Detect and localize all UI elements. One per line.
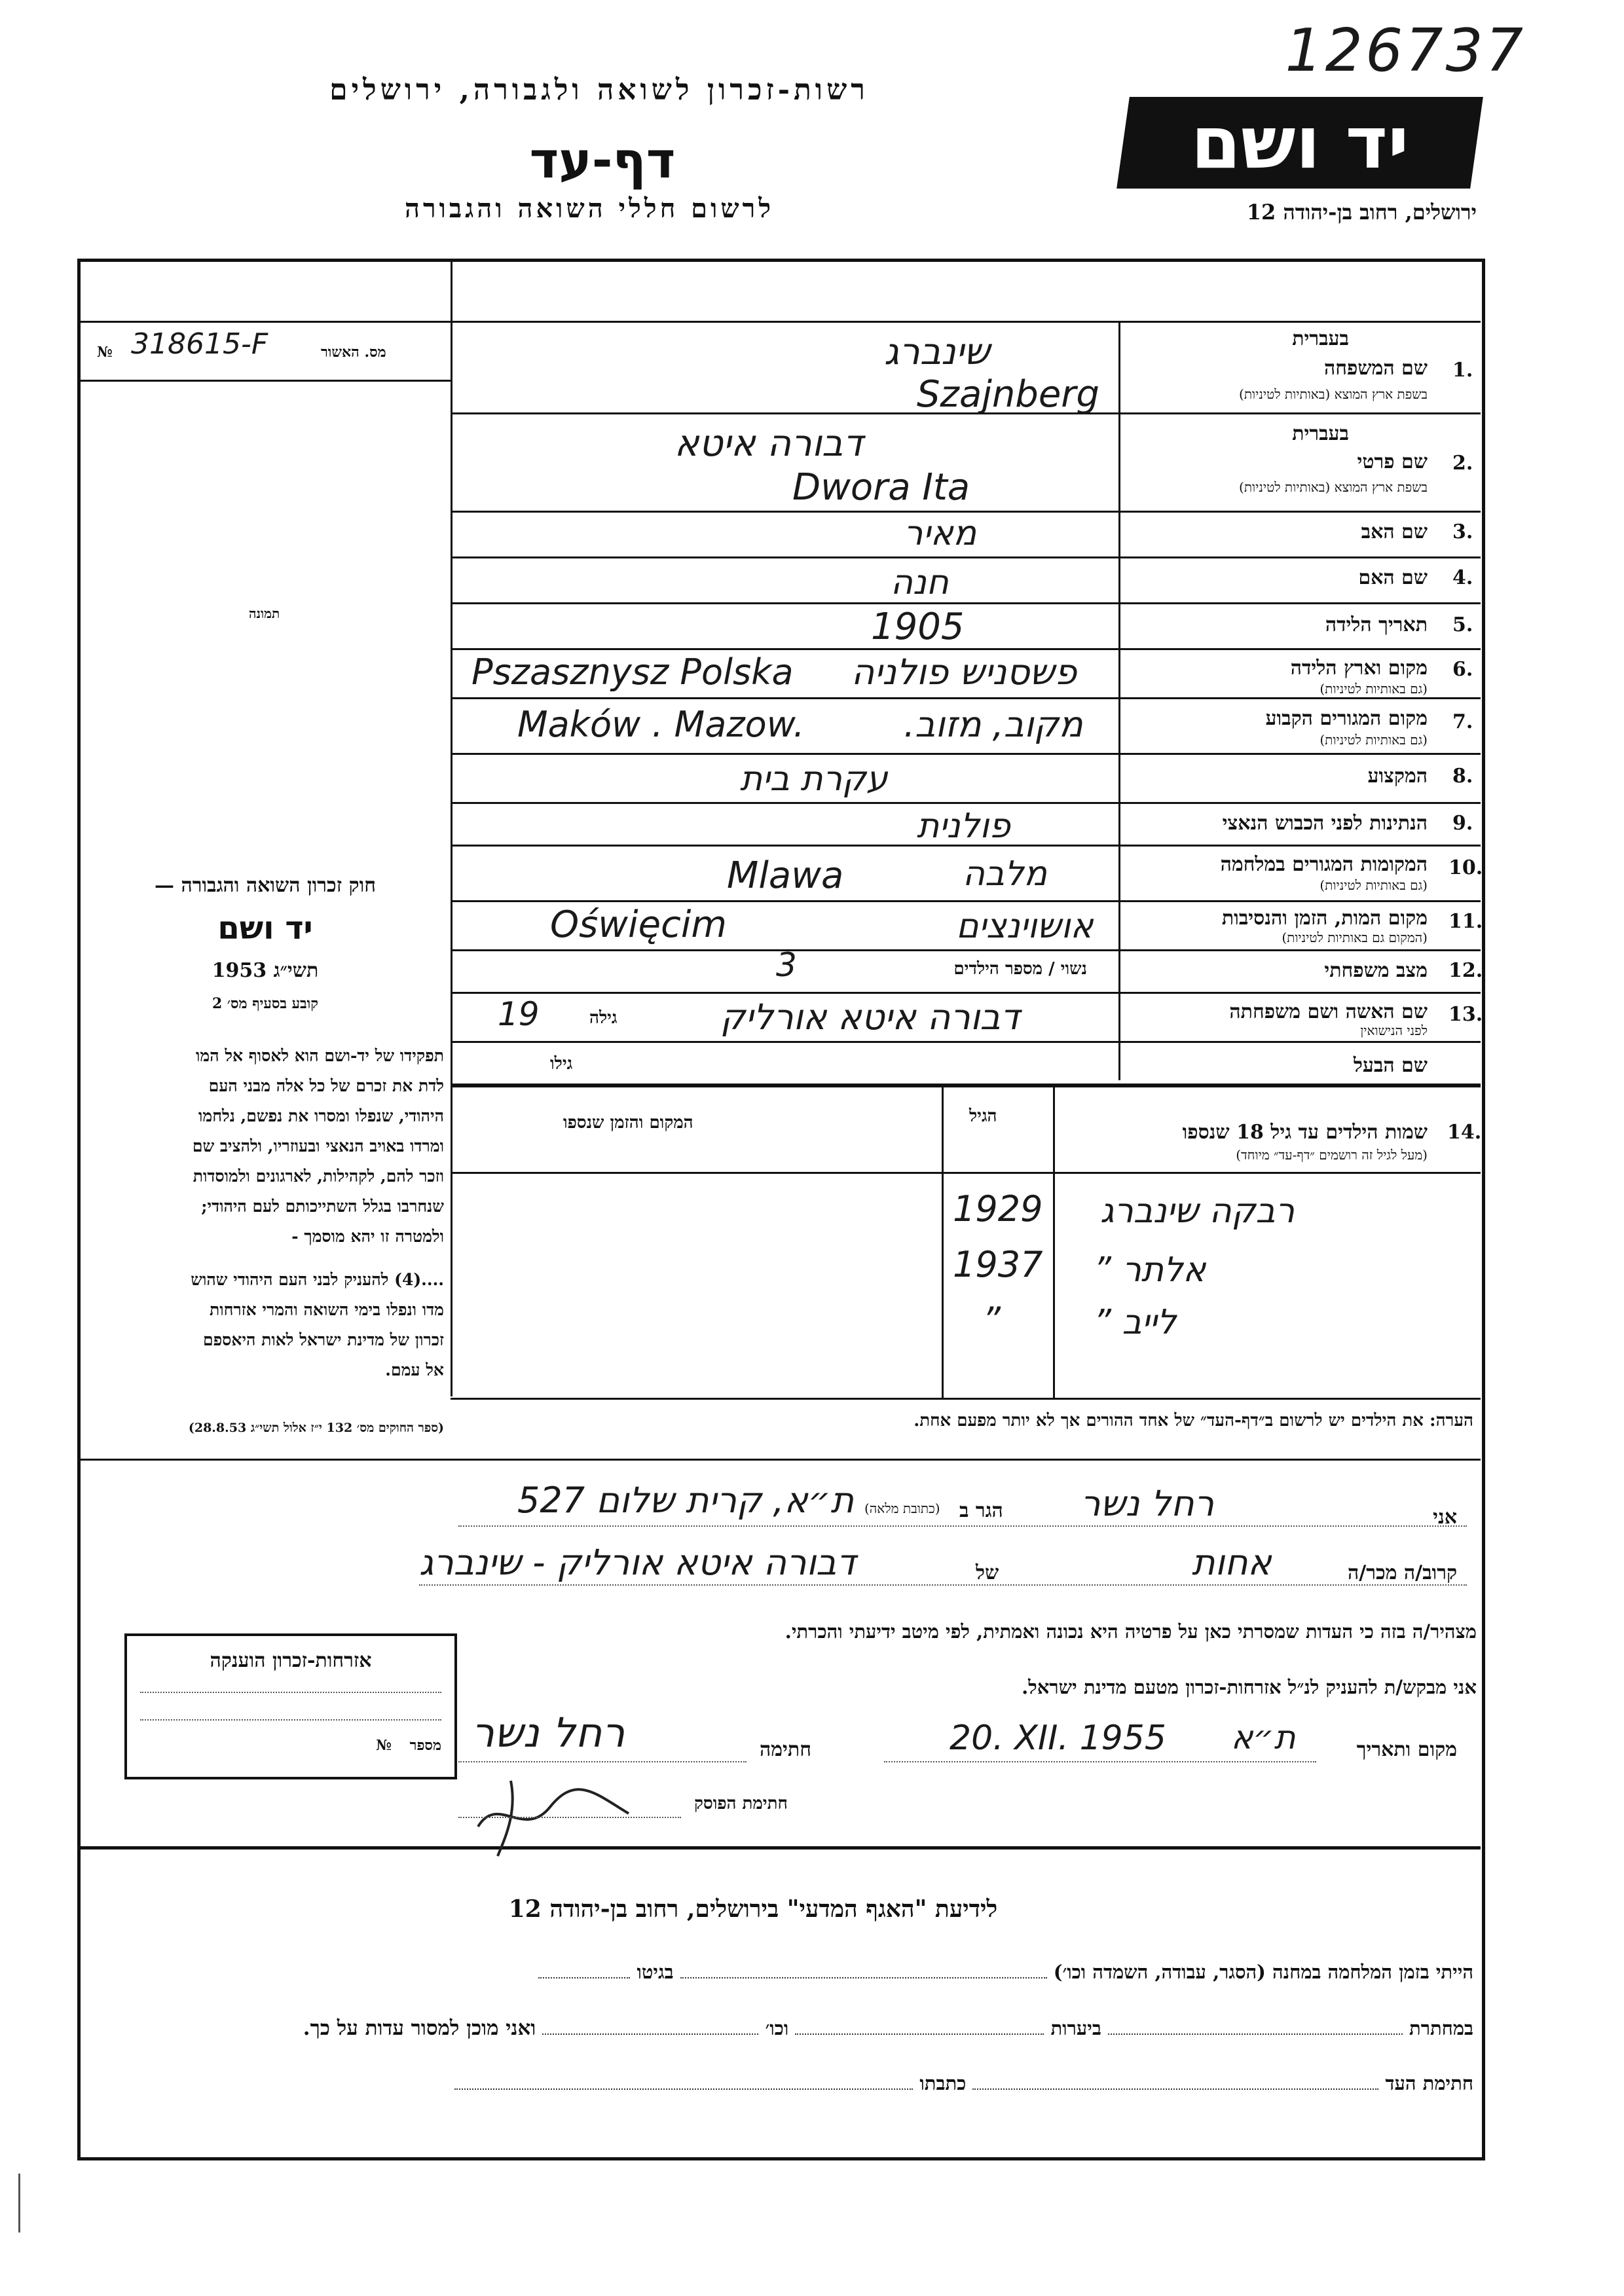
field7-label: מקום המגורים הקבוע: [1265, 707, 1428, 730]
record-number-sign: №: [97, 344, 113, 361]
row-line: [451, 1398, 1481, 1400]
field5-num: 5.: [1452, 613, 1473, 636]
husband-label: שם הבעל: [1353, 1054, 1428, 1077]
field2-value-he: דבורה איטא: [674, 422, 863, 465]
law-line: לדת את זכרם של כל אלה מבני העם: [208, 1076, 444, 1095]
law-line: היהודי, שנפלו ומסרו את נפשם, נלחמו: [198, 1106, 444, 1125]
etc-label: וכו׳: [765, 2017, 789, 2039]
declarant-address-hint: (כתובת מלאה): [864, 1501, 940, 1516]
row-line: [79, 380, 451, 382]
label-divider: [1118, 321, 1120, 1080]
field7-value-he: מקוב, מזוב.: [904, 704, 1083, 745]
row-line: [451, 802, 1481, 804]
bottom-title: לידיעת "האגף המדעי" בירושלים, רחוב בן-יהודה 12: [508, 1895, 998, 1923]
record-number-label: מס. האשור: [321, 344, 386, 361]
field11-value-latin: Oświęcim: [550, 903, 727, 946]
row-line: [451, 1172, 1481, 1174]
declarant-i-label: אני: [1433, 1506, 1457, 1529]
row-line: [451, 1084, 1481, 1087]
row-line: [451, 1041, 1481, 1043]
relation-line: [419, 1584, 1467, 1586]
field13-num: 13.: [1449, 1003, 1483, 1026]
field4-value: חנה: [891, 563, 949, 602]
child-name: לייב ”: [1094, 1303, 1177, 1342]
signature-line: [458, 1761, 747, 1762]
field7-value-latin: Maków . Mazow.: [517, 704, 805, 745]
field11-num: 11.: [1449, 910, 1483, 933]
verifier-label: חתימת הפוסק: [694, 1794, 788, 1813]
signature-value: רחל נשר: [471, 1709, 625, 1757]
citizenship-number-label: [140, 1737, 441, 1754]
husband-age-label: גילו: [550, 1054, 573, 1074]
citizenship-number-text: מספר: [409, 1737, 441, 1754]
law-year: תשי״ג 1953: [212, 959, 319, 982]
children-sub: (מעל לגיל זה רושמים ״דף-עד״ מיוחד): [1236, 1147, 1428, 1163]
bottom-line1: [111, 1961, 1473, 1984]
declarant-resides-label: הגר ב: [959, 1499, 1003, 1522]
row-line: [451, 697, 1481, 699]
relation-label: קרוב/ה מכר/ה: [1348, 1561, 1457, 1584]
row-line: [79, 321, 1481, 323]
address-line: [458, 1525, 1467, 1527]
row-line: [451, 992, 1481, 994]
ghetto-dots: [538, 1977, 630, 1978]
citizenship-box: [124, 1633, 457, 1779]
field10-value-he: מלבה: [963, 854, 1047, 894]
verifier-signature-mark: [471, 1768, 642, 1859]
law-footnote: (ספר החוקים מס׳ 132 י״ז אלול תשי״ג 28.8.53): [188, 1421, 444, 1435]
law-line: ....(4) להעניק לבני העם היהודי שהוש: [191, 1270, 444, 1289]
authority-name: רשות-זכרון לשואה ולגבורה, ירושלים: [329, 73, 869, 107]
field9-label: הנתינות לפני הכבוש הנאצי: [1222, 812, 1428, 835]
citizenship-line: [140, 1719, 441, 1721]
children-title: שמות הילדים עד גיל 18 שנספו: [1182, 1121, 1428, 1144]
date-value: 20. XII. 1955: [950, 1719, 1166, 1758]
field13-age-label: גילה: [589, 1008, 618, 1028]
logo-text: יד ושם: [1190, 101, 1409, 185]
field1-hebrew-tag: בעברית: [1292, 327, 1349, 350]
row-line: [451, 556, 1481, 558]
law-body: [85, 1041, 444, 1385]
field3-num: 3.: [1452, 520, 1473, 543]
row-line: [451, 753, 1481, 755]
field6-value-he: פשסניש פולניה: [851, 651, 1077, 693]
field11-label: מקום המות, הזמן והנסיבות: [1221, 907, 1428, 930]
field13-age-value: 19: [498, 995, 540, 1033]
field13-value: דבורה איטא אורליק: [720, 996, 1020, 1038]
field7-num: 7.: [1452, 710, 1473, 733]
place-value: ת״א: [1231, 1719, 1296, 1757]
children-place-header: המקום והזמן שנספו: [563, 1113, 693, 1133]
field11-value-he: אושוינצים: [956, 907, 1094, 946]
children-col-line: [942, 1085, 944, 1398]
bottom-line3: [111, 2072, 1473, 2095]
child-age: 1937: [953, 1244, 1043, 1285]
yad-vashem-logo: [1116, 97, 1483, 189]
field7-sub: (גם באותיות לטיניות): [1320, 732, 1428, 748]
margin-mark: [18, 2174, 24, 2232]
children-num: 14.: [1447, 1121, 1482, 1144]
row-line: [451, 511, 1481, 513]
row-line: [451, 648, 1481, 650]
address: ירושלים, רחוב בן-יהודה 12: [1246, 200, 1477, 225]
law-line: ולמטרה זו יהא מוסמך -: [291, 1227, 444, 1246]
field10-sub: (גם באותיות לטיניות): [1320, 877, 1428, 893]
etc-dots: [542, 2033, 758, 2035]
field4-num: 4.: [1452, 566, 1473, 589]
place-date-label: מקום ותאריך: [1356, 1738, 1457, 1761]
field12-value: 3: [776, 946, 797, 984]
forests-label: ביערות: [1050, 2017, 1101, 2039]
child-name: רבקה שינברג: [1100, 1192, 1295, 1231]
row-line: [79, 1459, 1481, 1461]
child-age: ”: [982, 1300, 1001, 1341]
children-age-header: הגיל: [969, 1106, 997, 1126]
law-line: ומרדו באויב הנאצי ובעוזריו, ולהציב שם: [192, 1137, 444, 1156]
forests-dots: [795, 2033, 1044, 2035]
child-age: 1929: [953, 1188, 1043, 1230]
field2-num: 2.: [1452, 452, 1473, 475]
field1-num: 1.: [1452, 359, 1473, 382]
field5-label: תאריך הלידה: [1325, 613, 1428, 636]
citizenship-line: [140, 1692, 441, 1693]
field6-num: 6.: [1452, 658, 1473, 681]
law-line: זכרון של מדינת ישראל לאות היאספם: [202, 1330, 444, 1349]
row-line: [451, 602, 1481, 604]
form-title: דף-עד: [529, 131, 676, 189]
field10-label: המקומות המגורים במלחמה: [1220, 853, 1428, 876]
field10-num: 10.: [1449, 856, 1483, 879]
row-line: [451, 900, 1481, 902]
witness-address-dots: [454, 2088, 913, 2090]
law-name: יד ושם: [217, 910, 313, 947]
citizenship-title: אזרחות-זכרון הוענקה: [210, 1649, 372, 1672]
willing-label: ואני מוכן למסור עדות על כך.: [303, 2016, 536, 2040]
archive-number: 126737: [1285, 16, 1526, 85]
field1-sub: בשפת ארץ המוצא (באותיות לטיניות): [1239, 386, 1428, 402]
field13-sub: לפני הנישואין: [1360, 1023, 1428, 1038]
field9-value: פולנית: [917, 807, 1010, 846]
field6-sub: (גם באותיות לטיניות): [1320, 681, 1428, 697]
field12-label: מצב משפחתי: [1324, 959, 1428, 982]
bottom-line2: [111, 2016, 1473, 2040]
form-subtitle: לרשום חללי השואה והגבורה: [404, 193, 775, 224]
ghetto-label: בגיטו: [637, 1961, 674, 1983]
field8-label: המקצוע: [1367, 765, 1428, 788]
of-label: של: [976, 1561, 999, 1584]
verifier-line: [458, 1817, 681, 1818]
witness-sig-label: חתימת העד: [1385, 2072, 1473, 2094]
field6-label: מקום וארץ הלידה: [1290, 657, 1428, 680]
field12-num: 12.: [1449, 959, 1483, 982]
record-number-value: 318615-F: [131, 327, 268, 361]
citizenship-number-sign: №: [376, 1737, 392, 1754]
law-line: תפקידו של יד-ושם הוא לאסוף אל המו: [196, 1046, 444, 1065]
row-line: [451, 949, 1481, 951]
law-line: מדו ונפלו בימי השואה והמרי אזרחות: [209, 1300, 444, 1319]
field3-value: מאיר: [904, 514, 977, 553]
law-line: וזכר להם, לקהילות, לארגונים ולמוסדות: [193, 1167, 444, 1186]
photo-label: תמונה: [249, 606, 280, 621]
field1-label: שם המשפחה: [1323, 357, 1428, 380]
field2-hebrew-tag: בעברית: [1292, 422, 1349, 445]
declarant-address: ת״א, קרית שלום 527: [517, 1480, 854, 1521]
field9-num: 9.: [1452, 812, 1473, 835]
children-note: הערה: את הילדים יש לרשום ב״דף-העד״ של אחד ההורים אך לא יותר מפעם אחת.: [913, 1411, 1473, 1430]
field5-value: 1905: [871, 606, 965, 648]
row-line: [79, 1846, 1481, 1850]
law-line: שנחרבו בגלל השתייכותם לעם היהודי;: [201, 1197, 444, 1216]
date-line: [884, 1761, 1316, 1762]
children-col-line: [1053, 1085, 1055, 1398]
sidebar-divider: [451, 261, 452, 1396]
field1-value-latin: Szajnberg: [917, 373, 1099, 416]
field12-extra: נשוי / מספר הילדים: [953, 959, 1087, 979]
underground-label: במחתרת: [1409, 2017, 1473, 2039]
law-line: אל עמם.: [385, 1360, 444, 1379]
field8-value: עקרת בית: [740, 759, 888, 799]
field13-label: שם האשה ושם משפחתה: [1229, 1000, 1428, 1023]
field11-sub: (המקום גם באותיות לטיניות): [1282, 930, 1428, 945]
signature-label: חתימה: [760, 1738, 811, 1761]
of-name: דבורה איטא אורליק - שינברג: [419, 1542, 856, 1583]
field8-num: 8.: [1452, 765, 1473, 788]
field1-value-he: שינברג: [884, 331, 990, 373]
relation-value: אחות: [1192, 1542, 1272, 1583]
declaration-text: מצהיר/ה בזה כי העדות שמסרתי כאן על פרטיה היא נכונה ואמתית, לפי מיטב ידיעתי והכרתי.: [784, 1620, 1477, 1643]
field2-value-latin: Dwora Ita: [792, 466, 970, 509]
camp-label: הייתי בזמן המלחמה במחנה (הסגר, עבודה, השמדה וכו׳): [1053, 1961, 1473, 1983]
field6-value-latin: Pszasznysz Polska: [471, 651, 794, 693]
request-text: אני מבקש/ת להעניק לנ״ל אזרחות-זכרון מטעם מדינת ישראל.: [1022, 1676, 1477, 1698]
field10-value-latin: Mlawa: [727, 854, 844, 897]
witness-address-label: כתבתו: [919, 2072, 967, 2094]
witness-sig-dots: [972, 2088, 1378, 2090]
field2-label: שם פרטי: [1357, 450, 1428, 473]
underground-dots: [1108, 2033, 1403, 2035]
field2-sub: בשפת ארץ המוצא (באותיות לטיניות): [1239, 479, 1428, 495]
law-clause: קובע בסעיף מס׳ 2: [212, 995, 319, 1012]
field3-label: שם האב: [1361, 520, 1428, 543]
child-name: אלתר ”: [1094, 1250, 1206, 1290]
camp-dots: [680, 1977, 1047, 1978]
field4-label: שם האם: [1358, 566, 1428, 589]
declarant-name: רחל נשר: [1080, 1483, 1214, 1524]
law-title: חוק זכרון השואה והגבורה —: [155, 874, 376, 897]
